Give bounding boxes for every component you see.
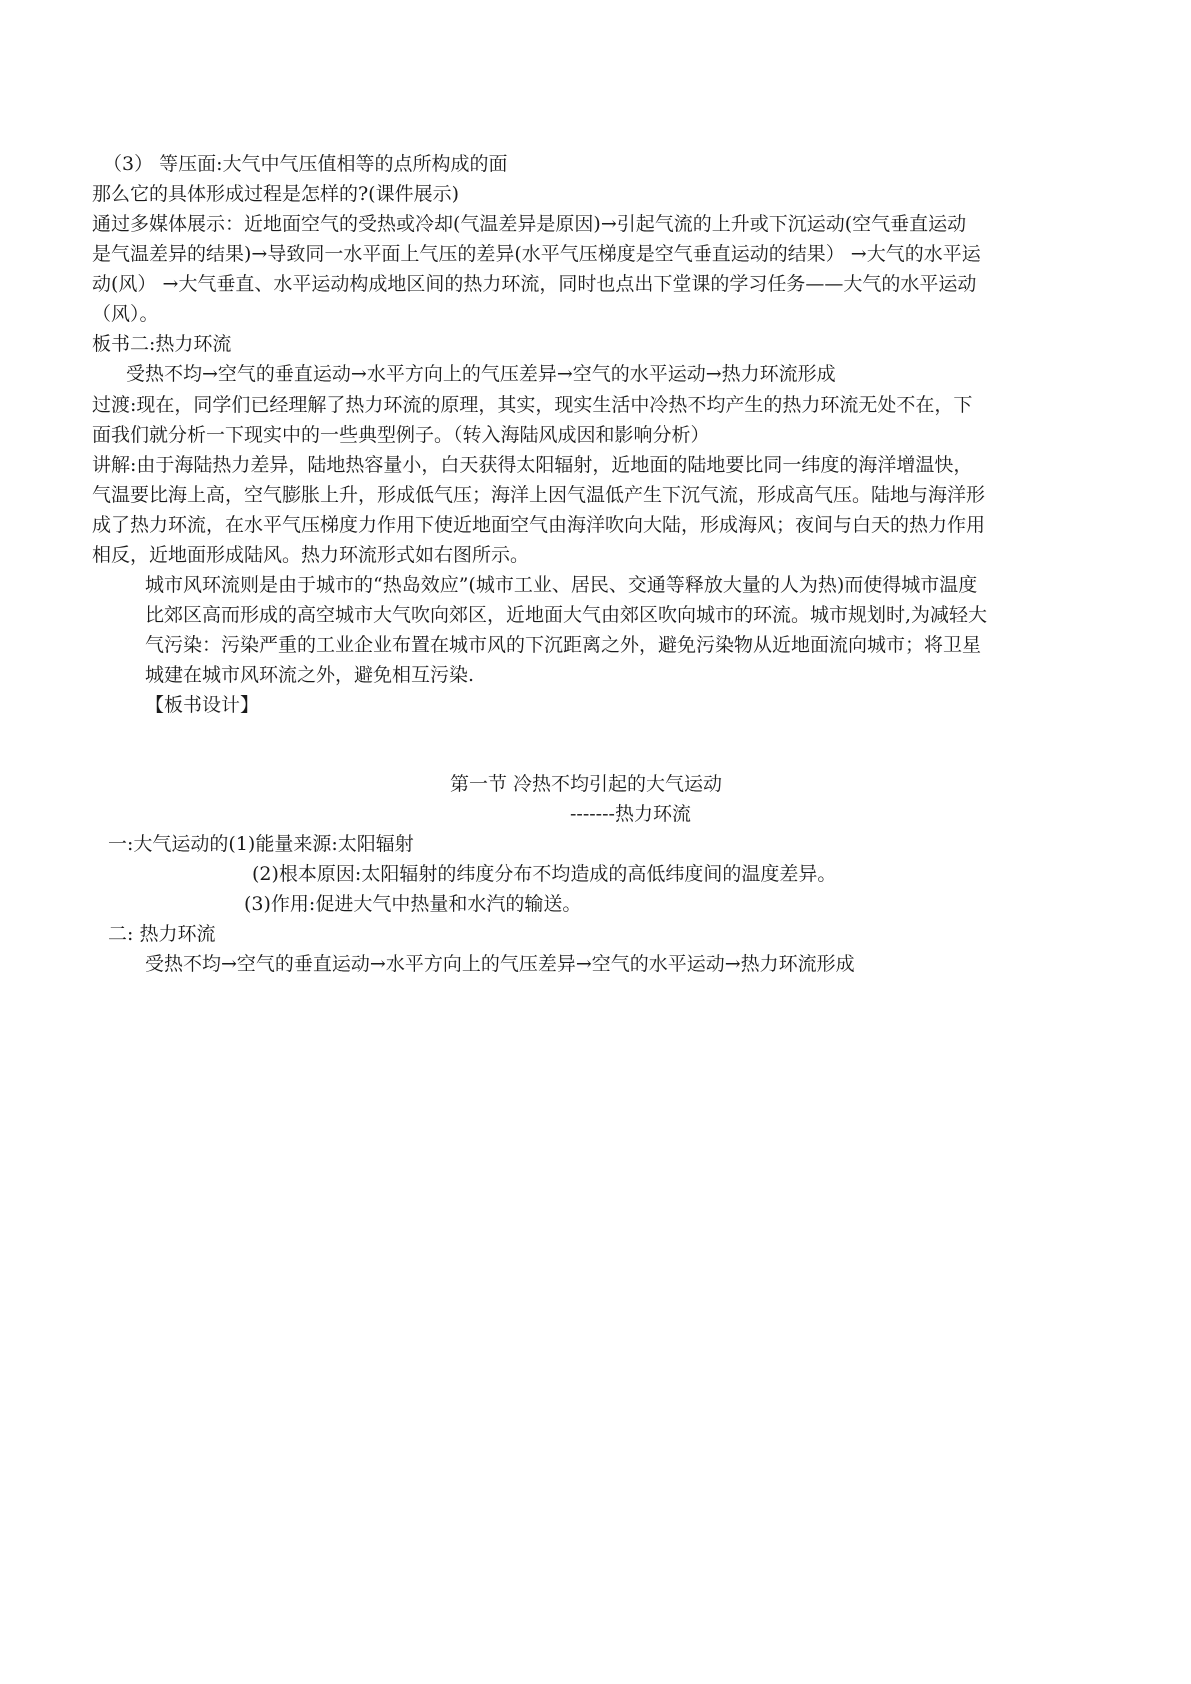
explanation-line-2: 气温要比海上高，空气膨胀上升，形成低气压；海洋上因气温低产生下沉气流，形成高气压。陆地与海洋形 — [92, 484, 986, 506]
thermal-circulation-chain: 受热不均→空气的垂直运动→水平方向上的气压差异→空气的水平运动→热力环流形成 — [126, 363, 836, 385]
explanation-line-3: 成了热力环流，在水平气压梯度力作用下使近地面空气由海洋吹向大陆，形成海风；夜间与白天的热力作用 — [92, 514, 986, 536]
board-design-label: 【板书设计】 — [145, 694, 260, 716]
board-item-two: 二: 热力环流 — [108, 923, 216, 945]
board-item-one-effect: (3)作用:促进大气中热量和水汽的输送。 — [244, 893, 582, 915]
isobaric-surface-definition: （3） 等压面:大气中气压值相等的点所构成的面 — [103, 153, 508, 175]
transition-line-1: 过渡:现在，同学们已经理解了热力环流的原理，其实，现实生活中冷热不均产生的热力环流无处不在，下 — [92, 394, 973, 416]
board-two-heading: 板书二:热力环流 — [92, 333, 232, 355]
board-subtitle: -------热力环流 — [570, 803, 691, 825]
board-title: 第一节 冷热不均引起的大气运动 — [450, 773, 723, 795]
city-wind-line-1: 城市风环流则是由于城市的“热岛效应”(城市工业、居民、交通等释放大量的人为热)而使得城市温度 — [145, 574, 978, 596]
explanation-line-1: 讲解:由于海陆热力差异，陆地热容量小，白天获得太阳辐射，近地面的陆地要比同一纬度的海洋增温快， — [92, 454, 973, 476]
multimedia-paragraph-line-2: 是气温差异的结果)→导致同一水平面上气压的差异(水平气压梯度是空气垂直运动的结果） →大气的水平运 — [92, 243, 981, 265]
board-item-one: 一:大气运动的(1)能量来源:太阳辐射 — [108, 833, 414, 855]
multimedia-paragraph-line-4: （风）。 — [92, 303, 159, 325]
explanation-line-4: 相反，近地面形成陆风。热力环流形式如右图所示。 — [92, 544, 530, 566]
board-item-two-chain: 受热不均→空气的垂直运动→水平方向上的气压差异→空气的水平运动→热力环流形成 — [145, 953, 855, 975]
transition-line-2: 面我们就分析一下现实中的一些典型例子。（转入海陆风成因和影响分析） — [92, 424, 710, 446]
formation-question: 那么它的具体形成过程是怎样的?(课件展示) — [92, 183, 460, 205]
multimedia-paragraph-line-3: 动(风） →大气垂直、水平运动构成地区间的热力环流，同时也点出下堂课的学习任务——大气的水平运动 — [92, 273, 977, 295]
board-item-one-cause: (2)根本原因:太阳辐射的纬度分布不均造成的高低纬度间的温度差异。 — [252, 863, 837, 885]
city-wind-line-4: 城建在城市风环流之外，避免相互污染. — [145, 664, 475, 686]
city-wind-line-3: 气污染：污染严重的工业企业布置在城市风的下沉距离之外，避免污染物从近地面流向城市；将卫星 — [145, 634, 982, 656]
city-wind-line-2: 比郊区高而形成的高空城市大气吹向郊区，近地面大气由郊区吹向城市的环流。城市规划时,为减轻大 — [145, 604, 988, 626]
multimedia-paragraph-line-1: 通过多媒体展示：近地面空气的受热或冷却(气温差异是原因)→引起气流的上升或下沉运动(空气垂直运动 — [92, 213, 967, 235]
